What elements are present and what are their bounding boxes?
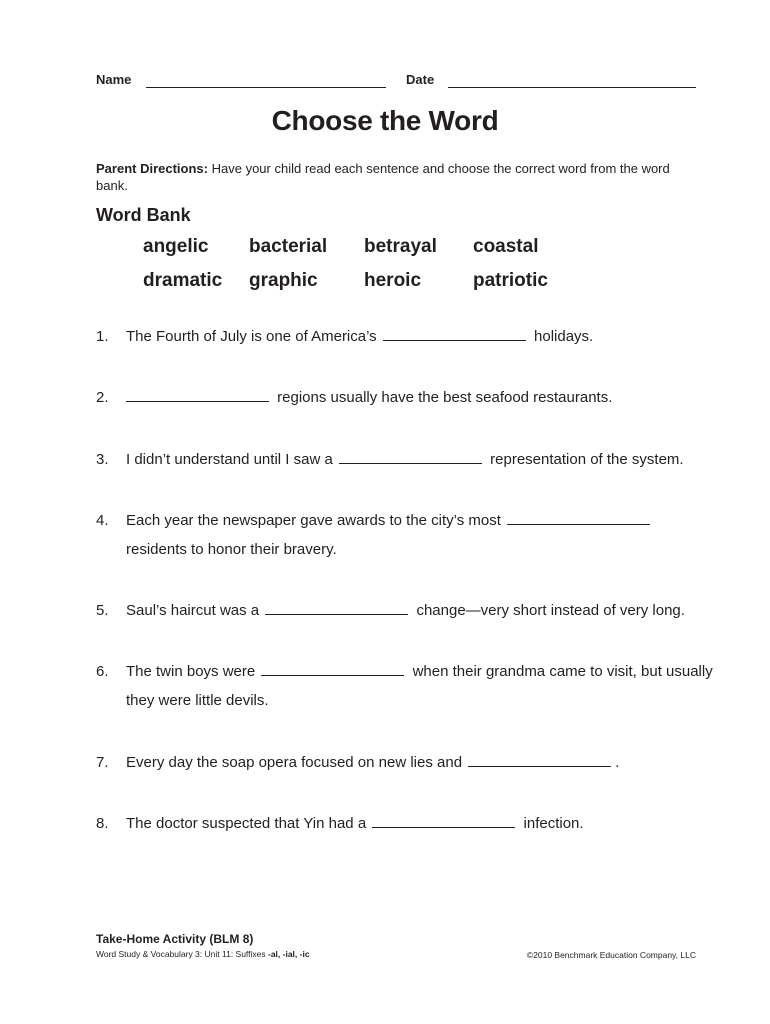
sentence-after: residents to honor their bravery. <box>126 541 337 558</box>
sentence-before: The twin boys were <box>126 663 256 680</box>
sentence-number: 6. <box>96 663 109 680</box>
word-bank-word: patriotic <box>473 270 548 291</box>
sentence-after: infection. <box>523 815 584 832</box>
sentence-before: Saul’s haircut was a <box>126 602 260 619</box>
sentence-text <box>126 383 716 412</box>
header-row <box>96 72 696 92</box>
sentence-before: I didn’t understand until I saw a <box>126 451 333 468</box>
sentence-after: representation of the system. <box>490 451 684 468</box>
directions-label: Parent Directions: <box>96 161 208 176</box>
page-title: Choose the Word <box>271 105 499 136</box>
sentence-after: when their grandma came to visit, but usually they were little devils. <box>126 663 713 709</box>
sentence-before: Every day the soap opera focused on new lies and <box>126 754 463 771</box>
sentence-text <box>126 322 716 351</box>
sentence-after: . <box>615 754 620 771</box>
sentence-number: 3. <box>96 451 109 468</box>
sentence-number: 4. <box>96 512 109 529</box>
date-blank-line <box>448 87 696 88</box>
word-bank-word: betrayal <box>364 236 437 257</box>
sentence-number: 5. <box>96 602 109 619</box>
sentence-before: The doctor suspected that Yin had a <box>126 815 367 832</box>
sentence-text <box>126 506 716 564</box>
word-bank-word: bacterial <box>249 236 328 257</box>
sentence-text <box>126 657 716 715</box>
sentence-number: 1. <box>96 328 109 345</box>
name-label: Name <box>96 72 132 87</box>
sentence-after: holidays. <box>534 328 594 345</box>
sentence-text <box>126 748 716 777</box>
sentence-before: The Fourth of July is one of America’s <box>126 328 377 345</box>
answer-blank <box>383 325 526 341</box>
sentence-before: Each year the newspaper gave awards to the city’s most <box>126 512 501 529</box>
parent-directions <box>96 160 676 194</box>
answer-blank <box>261 660 404 676</box>
name-blank-line <box>146 87 386 88</box>
date-label: Date <box>406 72 435 87</box>
directions-text: Have your child read each sentence and choose the correct word from the word bank. <box>96 161 670 193</box>
word-bank-title: Word Bank <box>96 205 191 225</box>
answer-blank <box>372 812 515 828</box>
sentence-number: 7. <box>96 754 109 771</box>
footer-copyright: ©2010 Benchmark Education Company, LLC <box>526 950 696 960</box>
sentence-after: regions usually have the best seafood restaurants. <box>277 389 613 406</box>
word-bank-word: coastal <box>473 236 539 257</box>
footer-subtitle-prefix: Word Study & Vocabulary 3: Unit 11: Suffixes <box>96 949 266 959</box>
sentence-number: 8. <box>96 815 109 832</box>
word-bank-word: dramatic <box>143 270 223 291</box>
sentence-text <box>126 596 716 625</box>
answer-blank <box>265 599 408 615</box>
footer-left <box>96 932 310 959</box>
sentence-text <box>126 809 716 838</box>
sentence-text <box>126 445 716 474</box>
sentence-after: change—very short instead of very long. <box>416 602 685 619</box>
answer-blank <box>468 751 611 767</box>
footer-title: Take-Home Activity (BLM 8) <box>96 932 254 946</box>
answer-blank <box>126 386 269 402</box>
sentence-number: 2. <box>96 389 109 406</box>
word-bank-word: heroic <box>364 270 422 291</box>
word-bank-word: graphic <box>249 270 318 291</box>
answer-blank <box>507 509 650 525</box>
word-bank-word: angelic <box>143 236 209 257</box>
footer-subtitle-suffixes: -al, -ial, -ic <box>268 949 310 959</box>
footer-subtitle <box>96 949 310 959</box>
answer-blank <box>339 448 482 464</box>
